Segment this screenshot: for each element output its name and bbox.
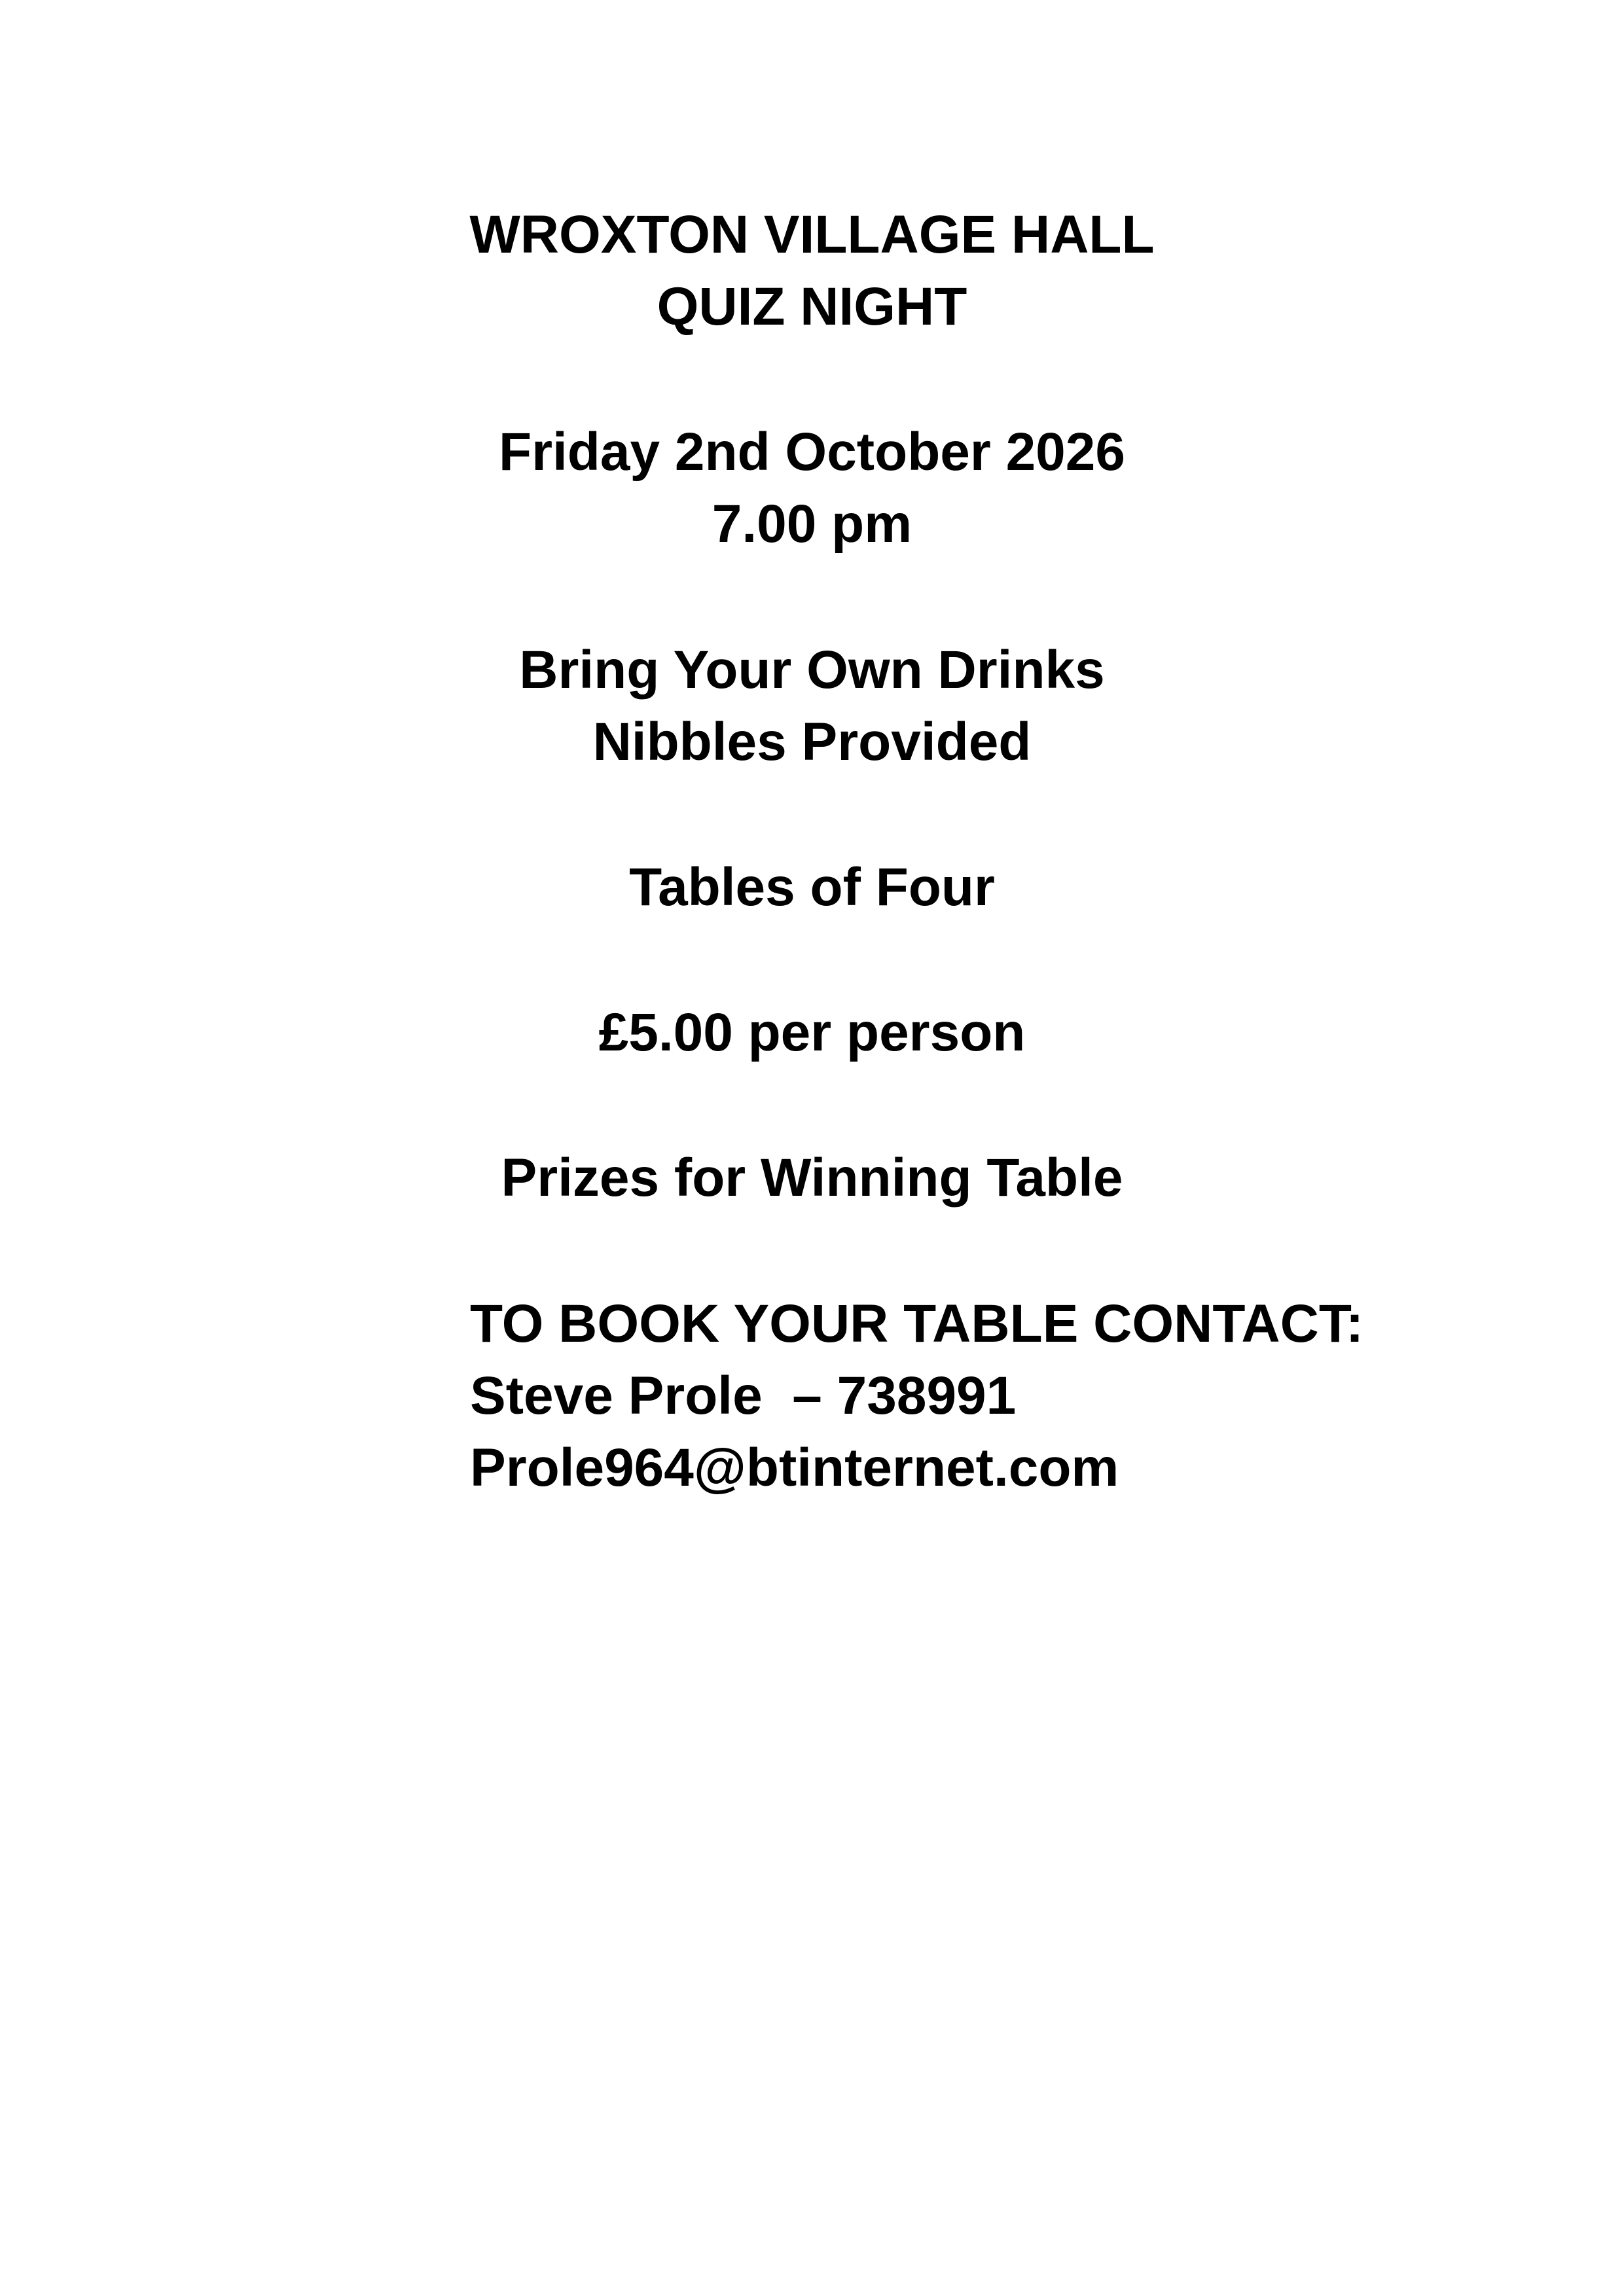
event-time: 7.00 pm [712,494,912,554]
event-date: Friday 2nd October 2026 [498,422,1125,482]
ticket-price: £5.00 per person [598,1003,1026,1062]
prizes-note: Prizes for Winning Table [501,1148,1123,1208]
contact-heading: TO BOOK YOUR TABLE CONTACT: [470,1294,1364,1354]
drinks-note: Bring Your Own Drinks [519,640,1105,700]
nibbles-note: Nibbles Provided [592,712,1032,772]
contact-name-phone: Steve Prole – 738991 [470,1366,1017,1426]
title-line-1: WROXTON VILLAGE HALL [469,205,1155,264]
tables-note: Tables of Four [629,857,995,917]
title-line-2: QUIZ NIGHT [657,277,967,336]
contact-email: Prole964@btinternet.com [470,1438,1119,1498]
